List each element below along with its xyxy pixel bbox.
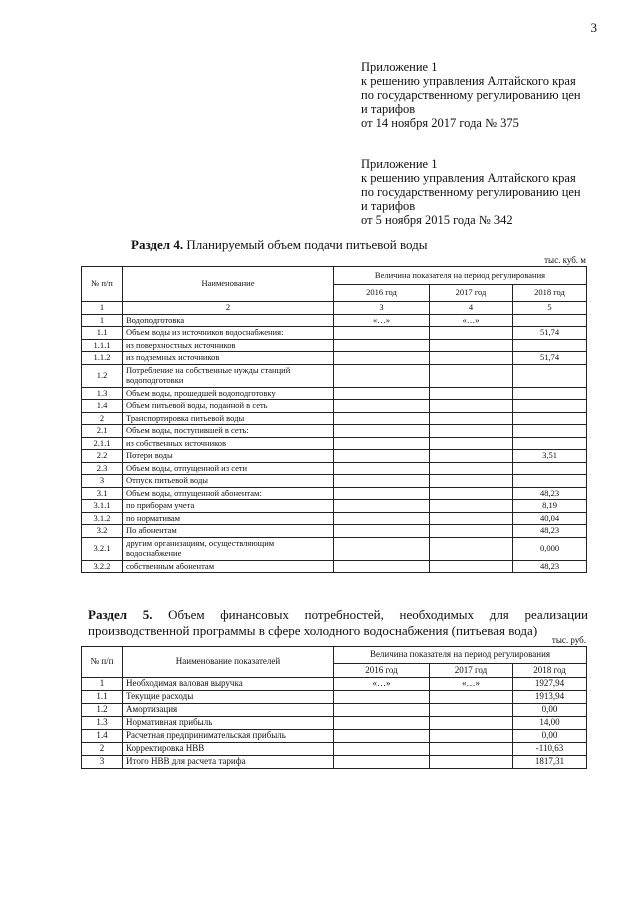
section5-table <box>81 646 587 769</box>
table-row <box>82 512 587 525</box>
value-2016: «…» <box>334 678 430 691</box>
section5-title-number: Раздел 5. <box>88 607 153 622</box>
colnum: 4 <box>430 302 513 315</box>
value-2017 <box>430 537 513 560</box>
header-name: Наименование <box>123 267 334 302</box>
header-name: Наименование показателей <box>123 647 334 678</box>
value-2016 <box>334 462 430 475</box>
value-2016 <box>334 560 430 573</box>
table-row <box>82 387 587 400</box>
appendix-line: Приложение 1 <box>361 60 438 74</box>
value-2017 <box>430 364 513 387</box>
value-2017 <box>430 327 513 340</box>
value-2017 <box>430 400 513 413</box>
table-row <box>82 425 587 438</box>
value-2016 <box>334 756 430 769</box>
row-name: Необходимая валовая выручка <box>123 678 334 691</box>
row-number: 1.1 <box>82 327 123 340</box>
value-2018: 8,19 <box>513 500 587 513</box>
value-2016 <box>334 327 430 340</box>
value-2016 <box>334 537 430 560</box>
value-2016 <box>334 743 430 756</box>
header-2017: 2017 год <box>430 284 513 302</box>
value-2017 <box>430 339 513 352</box>
row-name: Отпуск питьевой воды <box>123 475 334 488</box>
appendix-line: от 14 ноября 2017 года № 375 <box>361 116 519 130</box>
value-2016 <box>334 339 430 352</box>
table-row <box>82 756 587 769</box>
row-number: 1.2 <box>82 364 123 387</box>
row-name: из собственных источников <box>123 437 334 450</box>
table-row <box>82 487 587 500</box>
value-2016 <box>334 364 430 387</box>
row-name: Нормативная прибыль <box>123 717 334 730</box>
value-2017 <box>430 756 513 769</box>
row-number: 3.1 <box>82 487 123 500</box>
header-num: № п/п <box>82 267 123 302</box>
value-2018: 51,74 <box>513 327 587 340</box>
row-number: 1.4 <box>82 400 123 413</box>
appendix-line: к решению управления Алтайского края <box>361 74 576 88</box>
table-row <box>82 500 587 513</box>
value-2018 <box>513 339 587 352</box>
value-2017 <box>430 437 513 450</box>
row-number: 1.1 <box>82 691 123 704</box>
value-2017 <box>430 450 513 463</box>
row-name: из подземных источников <box>123 352 334 365</box>
row-number: 3.2.2 <box>82 560 123 573</box>
value-2018: 48,23 <box>513 525 587 538</box>
row-name: Амортизация <box>123 704 334 717</box>
section4-table <box>81 266 587 573</box>
value-2017 <box>430 500 513 513</box>
appendix-line: Приложение 1 <box>361 157 438 171</box>
value-2016 <box>334 352 430 365</box>
value-2017 <box>430 704 513 717</box>
value-2018: 1927,94 <box>513 678 587 691</box>
colnum: 5 <box>513 302 587 315</box>
value-2018 <box>513 437 587 450</box>
value-2016 <box>334 512 430 525</box>
value-2017 <box>430 487 513 500</box>
header-period: Величина показателя на период регулирования <box>334 267 587 285</box>
section5-title <box>88 607 588 639</box>
row-number: 3.2.1 <box>82 537 123 560</box>
row-name: Потребление на собственные нужды станций водоподготовки <box>123 364 334 387</box>
row-name: по нормативам <box>123 512 334 525</box>
row-number: 3 <box>82 756 123 769</box>
colnum: 3 <box>334 302 430 315</box>
appendix-line: к решению управления Алтайского края <box>361 171 576 185</box>
row-name: Расчетная предпринимательская прибыль <box>123 730 334 743</box>
row-number: 2.2 <box>82 450 123 463</box>
value-2016 <box>334 387 430 400</box>
table-row <box>82 525 587 538</box>
value-2018: -110,63 <box>513 743 587 756</box>
table-row <box>82 560 587 573</box>
appendix-block-new <box>361 60 581 130</box>
header-2018: 2018 год <box>513 284 587 302</box>
table-row <box>82 339 587 352</box>
row-number: 2.3 <box>82 462 123 475</box>
row-number: 1.4 <box>82 730 123 743</box>
header-2018: 2018 год <box>513 664 587 678</box>
value-2018: 3,51 <box>513 450 587 463</box>
value-2016 <box>334 425 430 438</box>
row-name: Потери воды <box>123 450 334 463</box>
value-2017 <box>430 387 513 400</box>
value-2017 <box>430 560 513 573</box>
value-2017 <box>430 352 513 365</box>
header-2016: 2016 год <box>334 664 430 678</box>
row-number: 1.1.1 <box>82 339 123 352</box>
table-row <box>82 437 587 450</box>
value-2018 <box>513 387 587 400</box>
value-2016: «…» <box>334 314 430 327</box>
value-2018: 14,00 <box>513 717 587 730</box>
table-row <box>82 400 587 413</box>
value-2018 <box>513 412 587 425</box>
row-name: Объем воды, прошедшей водоподготовку <box>123 387 334 400</box>
row-name: Итого НВВ для расчета тарифа <box>123 756 334 769</box>
value-2016 <box>334 437 430 450</box>
table-row <box>82 537 587 560</box>
value-2018: 0,00 <box>513 730 587 743</box>
value-2017 <box>430 462 513 475</box>
row-name: Объем воды, отпущенной из сети <box>123 462 334 475</box>
section5-unit: тыс. руб. <box>551 635 586 645</box>
value-2017: «…» <box>430 678 513 691</box>
value-2017 <box>430 743 513 756</box>
row-number: 1.3 <box>82 387 123 400</box>
value-2016 <box>334 525 430 538</box>
row-name: другим организациям, осуществляющим водоснабжение <box>123 537 334 560</box>
appendix-line: по государственному регулированию цен <box>361 88 581 102</box>
value-2016 <box>334 487 430 500</box>
row-name: по приборам учета <box>123 500 334 513</box>
section4-title-number: Раздел 4. <box>131 237 184 252</box>
row-number: 3.1.1 <box>82 500 123 513</box>
table-row <box>82 475 587 488</box>
row-name: Объем воды, поступившей в сеть: <box>123 425 334 438</box>
value-2018: 1817,31 <box>513 756 587 769</box>
table-row <box>82 314 587 327</box>
value-2016 <box>334 400 430 413</box>
value-2016 <box>334 450 430 463</box>
value-2018: 0,000 <box>513 537 587 560</box>
value-2018 <box>513 425 587 438</box>
row-name: Корректировка НВВ <box>123 743 334 756</box>
value-2017 <box>430 475 513 488</box>
value-2018: 48,23 <box>513 487 587 500</box>
row-name: По абонентам <box>123 525 334 538</box>
table-row <box>82 743 587 756</box>
row-number: 1 <box>82 314 123 327</box>
row-name: Текущие расходы <box>123 691 334 704</box>
row-number: 2.1.1 <box>82 437 123 450</box>
table-row <box>82 717 587 730</box>
section4-title <box>131 237 428 253</box>
value-2018 <box>513 314 587 327</box>
value-2016 <box>334 704 430 717</box>
value-2016 <box>334 717 430 730</box>
table-row <box>82 364 587 387</box>
row-number: 1 <box>82 678 123 691</box>
table-row <box>82 352 587 365</box>
table-row <box>82 678 587 691</box>
value-2018 <box>513 475 587 488</box>
value-2017 <box>430 412 513 425</box>
header-period: Величина показателя на период регулирования <box>334 647 587 664</box>
value-2018 <box>513 364 587 387</box>
row-number: 1.2 <box>82 704 123 717</box>
value-2017 <box>430 717 513 730</box>
appendix-line: и тарифов <box>361 199 416 213</box>
appendix-block-old <box>361 157 581 227</box>
colnum: 1 <box>82 302 123 315</box>
colnum: 2 <box>123 302 334 315</box>
section4-title-text: Планируемый объем подачи питьевой воды <box>183 237 428 252</box>
value-2018 <box>513 462 587 475</box>
table-row <box>82 730 587 743</box>
row-name: Транспортировка питьевой воды <box>123 412 334 425</box>
row-number: 3.1.2 <box>82 512 123 525</box>
row-number: 1.1.2 <box>82 352 123 365</box>
value-2016 <box>334 691 430 704</box>
value-2017 <box>430 730 513 743</box>
header-2017: 2017 год <box>430 664 513 678</box>
row-name: из поверхностных источников <box>123 339 334 352</box>
row-name: Объем воды, отпущенной абонентам: <box>123 487 334 500</box>
row-number: 3.2 <box>82 525 123 538</box>
header-num: № п/п <box>82 647 123 678</box>
row-number: 2.1 <box>82 425 123 438</box>
value-2018 <box>513 400 587 413</box>
page-number: 3 <box>590 20 597 35</box>
row-number: 1.3 <box>82 717 123 730</box>
row-number: 2 <box>82 743 123 756</box>
value-2017 <box>430 691 513 704</box>
table-row <box>82 412 587 425</box>
value-2016 <box>334 730 430 743</box>
row-number: 2 <box>82 412 123 425</box>
value-2018: 1913,94 <box>513 691 587 704</box>
row-name: собственным абонентам <box>123 560 334 573</box>
row-name: Объем питьевой воды, поданной в сеть <box>123 400 334 413</box>
value-2017 <box>430 425 513 438</box>
value-2016 <box>334 475 430 488</box>
appendix-line: по государственному регулированию цен <box>361 185 581 199</box>
appendix-line: и тарифов <box>361 102 416 116</box>
header-2016: 2016 год <box>334 284 430 302</box>
section4-unit: тыс. куб. м <box>544 255 586 265</box>
value-2017 <box>430 512 513 525</box>
table-row <box>82 327 587 340</box>
table-row <box>82 450 587 463</box>
value-2018: 0,00 <box>513 704 587 717</box>
row-name: Объем воды из источников водоснабжения: <box>123 327 334 340</box>
value-2018: 48,23 <box>513 560 587 573</box>
table-row <box>82 704 587 717</box>
value-2017 <box>430 525 513 538</box>
section5-title-text: Объем финансовых потребностей, необходимых для реализации производственной программы в сфере холодного водоснабжения (питьевая вода) <box>88 607 588 638</box>
row-name: Водоподготовка <box>123 314 334 327</box>
value-2018: 40,04 <box>513 512 587 525</box>
value-2016 <box>334 500 430 513</box>
table-row <box>82 691 587 704</box>
value-2016 <box>334 412 430 425</box>
row-number: 3 <box>82 475 123 488</box>
value-2018: 51,74 <box>513 352 587 365</box>
value-2017: «…» <box>430 314 513 327</box>
appendix-line: от 5 ноября 2015 года № 342 <box>361 213 513 227</box>
table-row <box>82 462 587 475</box>
